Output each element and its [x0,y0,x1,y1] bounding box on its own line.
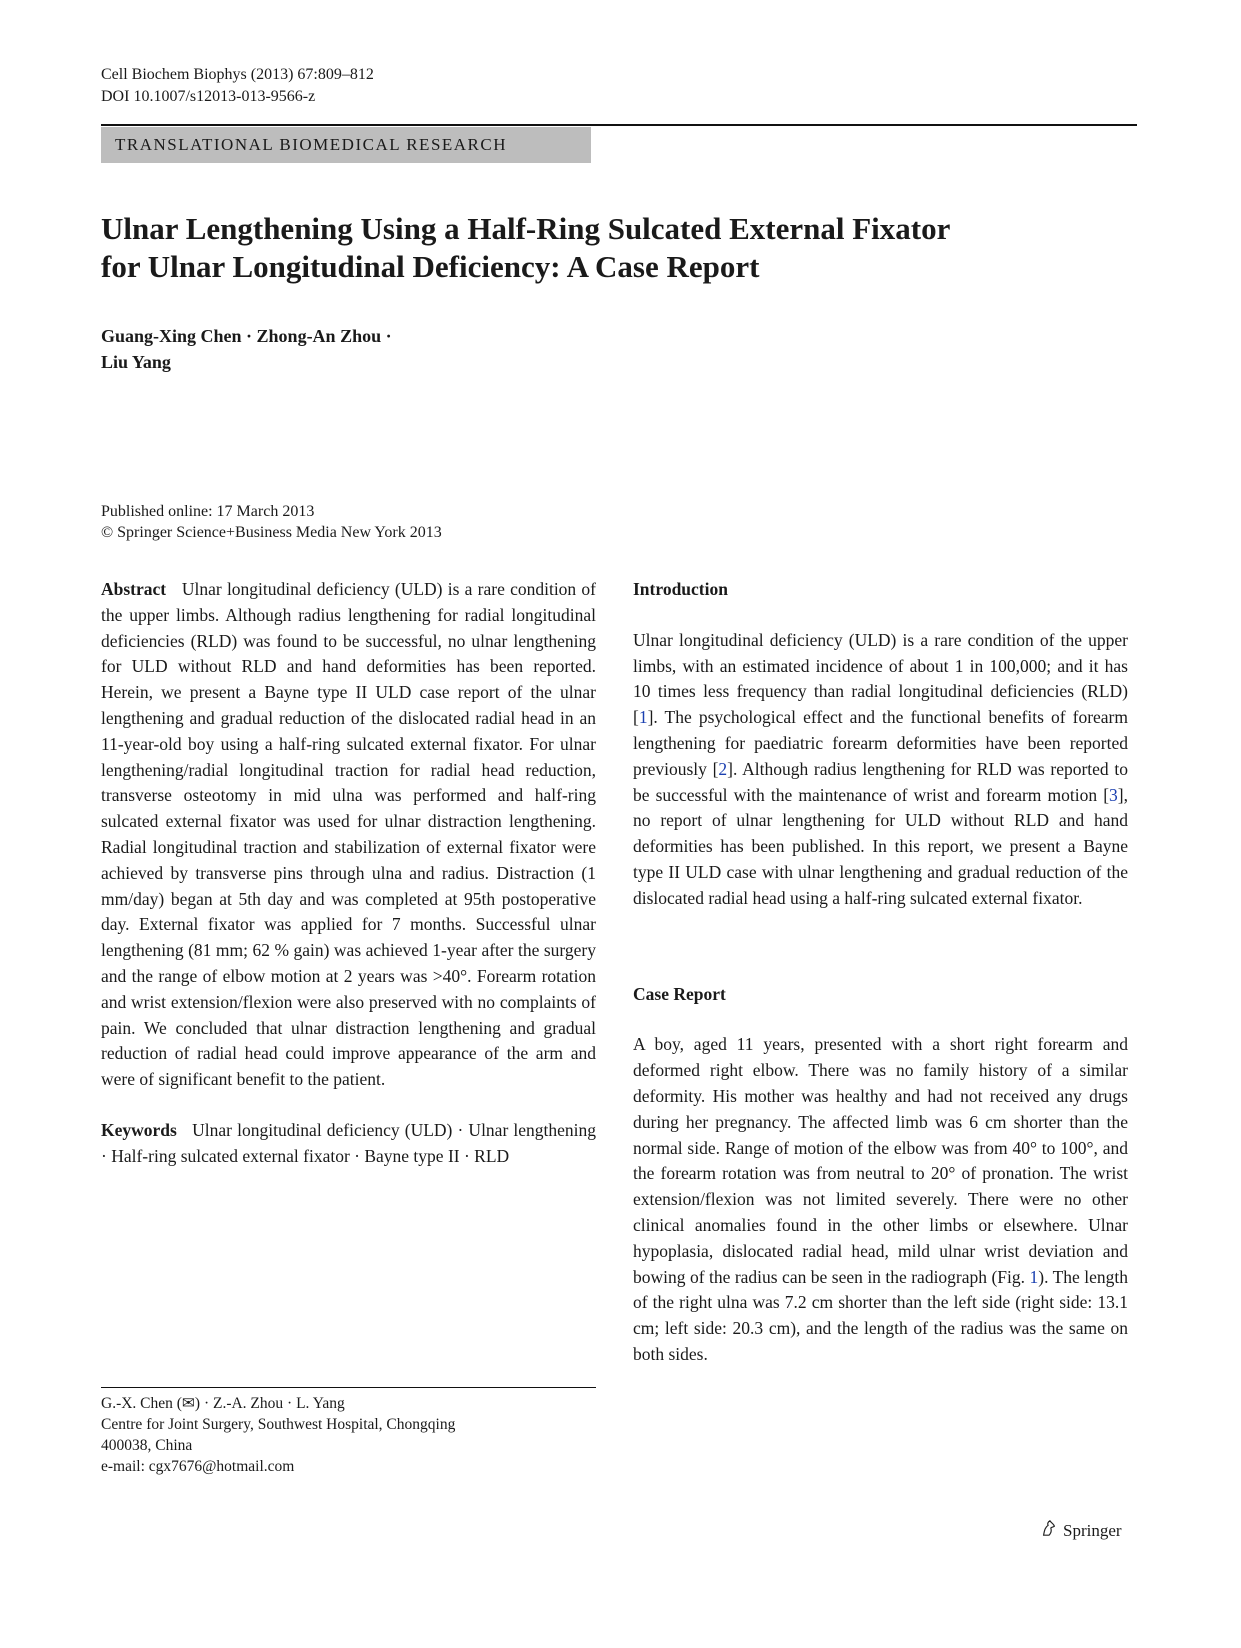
introduction-text: Ulnar longitudinal deficiency (ULD) is a rare condition of the upper limbs, with an estimated incidence of about 1 in 100,000; and it has 10 times less frequency than radial longitudinal deficiencies (RLD) [1]. The psychological effect and the functional benefits of forearm lengthening for paediatric forearm deformities have been reported previously [2]. Although radius lengthening for RLD was reported to be successful with the maintenance of wrist and forearm motion [3], no report of ulnar lengthening for ULD without RLD and hand deformities has been published. In this report, we present a Bayne type II ULD case with ulnar lengthening and gradual reduction of the dislocated radial head using a half-ring sulcated external fixator. [633,629,1128,908]
citation-link-3[interactable]: 3 [1109,784,1118,805]
footnote-rule [101,1387,596,1388]
publication-info [101,501,442,543]
journal-citation: Cell Biochem Biophys (2013) 67:809–812 [101,66,374,83]
citation-link-2[interactable]: 2 [718,758,728,779]
title-line-2: for Ulnar Longitudinal Deficiency: A Case Report [101,249,760,284]
case-report-text: A boy, aged 11 years, presented with a short right forearm and deformed right elbow. There was no family history of a similar deformity. His mother was healthy and had not received any drugs during her pregnancy. The affected limb was 6 cm shorter than the normal side. Range of motion of the elbow was from 40° to 100°, and the forearm rotation was from neutral to 20° of pronation. The wrist extension/flexion was not limited severely. There were no other clinical anomalies found in the other limbs or elsewhere. Ulnar hypoplasia, dislocated radial head, mild ulnar wrist deviation and bowing of the radius can be seen in the radiograph (Fig. 1). The length of the right ulna was 7.2 cm shorter than the left side (right side: 13.1 cm; left side: 20.3 cm), and the length of the radius was the same on both sides. [633,1034,1128,1364]
publisher-name: Springer [1063,1520,1122,1540]
springer-horse-icon [1040,1519,1058,1542]
author-list [101,323,392,375]
section-label: TRANSLATIONAL BIOMEDICAL RESEARCH [101,127,591,163]
keywords-text: Ulnar longitudinal deficiency (ULD) · Ulnar lengthening · Half-ring sulcated external fixator · Bayne type II · RLD [101,1119,596,1166]
citation-link-1[interactable]: 1 [638,707,648,728]
footnote-email: e-mail: cgx7676@hotmail.com [101,1458,295,1475]
abstract-label: Abstract [101,579,167,599]
title-line-1: Ulnar Lengthening Using a Half-Ring Sulcated External Fixator [101,211,951,246]
footnote-authors: G.-X. Chen (✉) · Z.-A. Zhou · L. Yang [101,1395,345,1412]
authors-line-2: Liu Yang [101,352,171,372]
header-rule [101,124,1137,126]
published-date: Published online: 17 March 2013 [101,503,315,520]
doi: DOI 10.1007/s12013-013-9566-z [101,88,316,105]
right-column [633,577,1128,1368]
keywords [101,1118,596,1170]
introduction-heading: Introduction [633,579,728,599]
copyright: © Springer Science+Business Media New York 2013 [101,524,442,541]
abstract [101,577,596,1093]
abstract-text: Ulnar longitudinal deficiency (ULD) is a rare condition of the upper limbs. Although radius lengthening for radial longitudinal deficiencies (RLD) was found to be successful, no ulnar lengthening for ULD without RLD and hand deformities has been reported. Herein, we present a Bayne type II ULD case report of the ulnar lengthening and gradual reduction of the dislocated radial head in an 11-year-old boy using a half-ring sulcated external fixator. For ulnar lengthening/radial longitudinal traction for radial head reduction, transverse osteotomy in mid ulna was performed and half-ring sulcated external fixator was used for ulnar distraction lengthening. Radial longitudinal traction and stabilization of external fixator were achieved by transverse pins through ulna and radius. Distraction (1 mm/day) began at 5th day and was completed at 95th postoperative day. External fixator was applied for 7 months. Successful ulnar lengthening (81 mm; 62 % gain) was achieved 1-year after the surgery and the range of elbow motion at 2 years was >40°. Forearm rotation and wrist extension/flexion were also preserved with no complaints of pain. We concluded that ulnar distraction lengthening and gradual reduction of radial head could improve appearance of the arm and were of significant benefit to the patient. [101,579,597,1090]
footnote-postcode: 400038, China [101,1437,193,1454]
publisher-logo [1040,1519,1122,1542]
figure-link-1[interactable]: 1 [1029,1266,1039,1287]
authors-line-1: Guang-Xing Chen · Zhong-An Zhou · [101,326,392,346]
article-title [101,210,1141,286]
affiliation-footnote [101,1393,596,1477]
keywords-label: Keywords [101,1119,177,1140]
footnote-affiliation: Centre for Joint Surgery, Southwest Hospital, Chongqing [101,1416,456,1433]
journal-header [101,64,374,108]
case-report-heading: Case Report [633,983,726,1004]
left-column [101,577,596,1170]
